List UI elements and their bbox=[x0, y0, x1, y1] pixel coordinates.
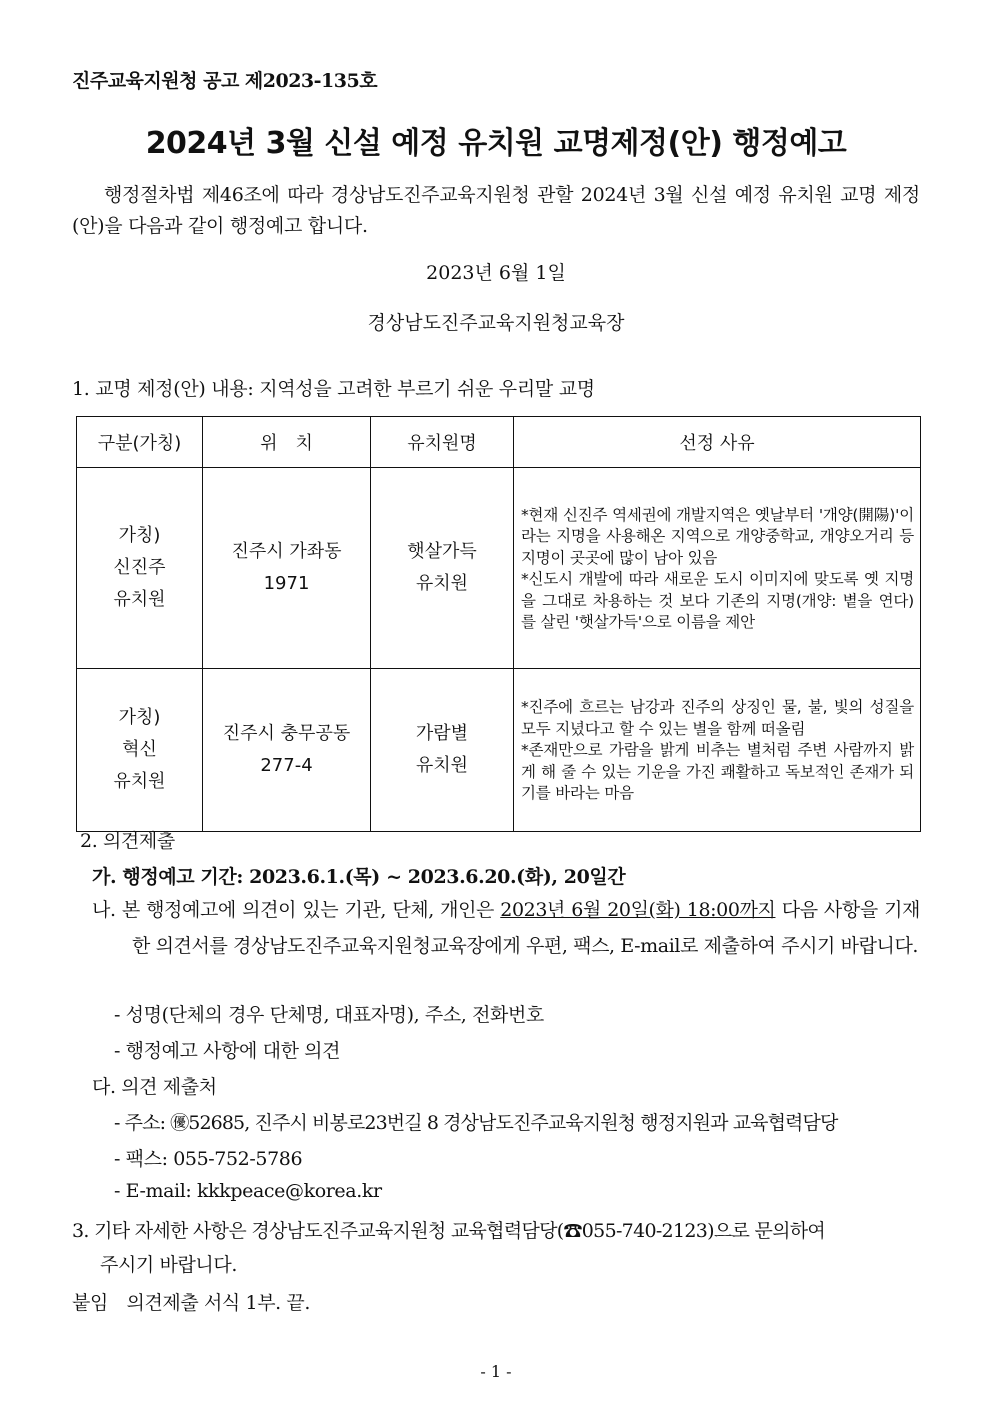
table-row bbox=[77, 468, 921, 669]
cell-line: 신진주 bbox=[113, 557, 166, 578]
kindergarten-name-cell bbox=[371, 468, 514, 669]
submission-fax: - 팩스: 055-752-5786 bbox=[114, 1148, 303, 1170]
section1-heading: 1. 교명 제정(안) 내용: 지역성을 고려한 부르기 쉬운 우리말 교명 bbox=[72, 378, 595, 400]
notice-date: 2023년 6월 1일 bbox=[426, 262, 566, 284]
table-header-row bbox=[77, 417, 921, 468]
cell-line: 진주시 충무공동 bbox=[222, 723, 351, 744]
section3-line: 3. 기타 자세한 사항은 경상남도진주교육지원청 교육협력담당(☎055-740-2123)으로 문의하여 bbox=[72, 1220, 826, 1242]
document-title: 2024년 3월 신설 예정 유치원 교명제정(안) 행정예고 bbox=[145, 126, 847, 161]
section3-line: 주시기 바랍니다. bbox=[100, 1254, 237, 1276]
issuer: 경상남도진주교육지원청교육장 bbox=[367, 312, 625, 334]
reason-item: *신도시 개발에 따라 새로운 도시 이미지에 맞도록 옛 지명을 그대로 차용하는 것 보다 기존의 지명(개양: 볕을 연다)를 살린 '햇살가득'으로 이름을 제안 bbox=[521, 570, 914, 631]
required-item: - 성명(단체의 경우 단체명, 대표자명), 주소, 전화번호 bbox=[114, 1004, 544, 1026]
attachment-note: 붙임 의견제출 서식 1부. 끝. bbox=[72, 1292, 311, 1314]
reason-item: *진주에 흐르는 남강과 진주의 상징인 물, 불, 빛의 성질을 모두 지녔다고 할 수 있는 별을 함께 떠올림 bbox=[521, 698, 914, 738]
notice-period: 가. 행정예고 기간: 2023.6.1.(목) ~ 2023.6.20.(화), 20일간 bbox=[92, 866, 626, 888]
reason-item: *현재 신진주 역세권에 개발지역은 옛날부터 '개양(開陽)'이라는 지명을 사용해온 지역으로 개양중학교, 개양오거리 등 지명이 곳곳에 많이 남아 있음 bbox=[521, 505, 914, 567]
submission-email[interactable]: - E-mail: kkkpeace@korea.kr bbox=[114, 1180, 382, 1202]
document-number: 진주교육지원청 공고 제2023-135호 bbox=[72, 70, 378, 92]
cell-line: 진주시 가좌동 bbox=[231, 541, 342, 562]
cell-line: 유치원 bbox=[415, 755, 469, 776]
submission-address: - 주소: ㊝52685, 진주시 비봉로23번길 8 경상남도진주교육지원청 행정지원과 교육협력담당 bbox=[114, 1112, 838, 1134]
column-header: 위 치 bbox=[203, 417, 371, 468]
submission-text: 다음 사항을 기재한 의견서를 경상남도진주교육지원청교육장에게 우편, 팩스, E-mail로 제출하여 주시기 바랍니다. bbox=[132, 899, 920, 957]
reason-item: *존재만으로 가람을 밝게 비추는 별처럼 주변 사람까지 밝게 해 줄 수 있는 기운을 가진 쾌활하고 독보적인 존재가 되기를 바라는 마음 bbox=[521, 741, 914, 803]
cell-line: 가칭) bbox=[118, 707, 161, 728]
opinion-submission-paragraph bbox=[92, 892, 920, 964]
submission-text: 나. 본 행정예고에 의견이 있는 기관, 단체, 개인은 bbox=[92, 899, 501, 921]
column-header: 선정 사유 bbox=[514, 417, 921, 468]
column-header: 구분(가칭) bbox=[77, 417, 203, 468]
cell-line: 가칭) bbox=[118, 525, 161, 546]
cell-line: 햇살가득 bbox=[407, 541, 477, 562]
column-header: 유치원명 bbox=[371, 417, 514, 468]
submission-deadline: 2023년 6월 20일(화) 18:00까지 bbox=[500, 899, 776, 921]
name-proposal-table bbox=[76, 416, 921, 832]
category-cell bbox=[77, 669, 203, 832]
reason-cell bbox=[514, 468, 921, 669]
submission-destination-heading: 다. 의견 제출처 bbox=[92, 1076, 217, 1098]
location-cell bbox=[203, 669, 371, 832]
cell-line: 유치원 bbox=[113, 589, 166, 610]
intro-paragraph: 행정절차법 제46조에 따라 경상남도진주교육지원청 관할 2024년 3월 신설 예정 유치원 교명 제정(안)을 다음과 같이 행정예고 합니다. bbox=[72, 184, 920, 237]
cell-line: 1971 bbox=[263, 573, 310, 594]
cell-line: 가람별 bbox=[415, 723, 469, 744]
cell-line: 혁신 bbox=[122, 739, 157, 760]
cell-line: 277-4 bbox=[260, 755, 313, 776]
location-cell bbox=[203, 468, 371, 669]
table-row bbox=[77, 669, 921, 832]
page-number: - 1 - bbox=[480, 1362, 512, 1381]
required-item: - 행정예고 사항에 대한 의견 bbox=[114, 1040, 341, 1062]
category-cell bbox=[77, 468, 203, 669]
reason-cell bbox=[514, 669, 921, 832]
kindergarten-name-cell bbox=[371, 669, 514, 832]
section2-heading: 2. 의견제출 bbox=[80, 830, 175, 852]
cell-line: 유치원 bbox=[113, 771, 166, 792]
cell-line: 유치원 bbox=[415, 573, 469, 594]
